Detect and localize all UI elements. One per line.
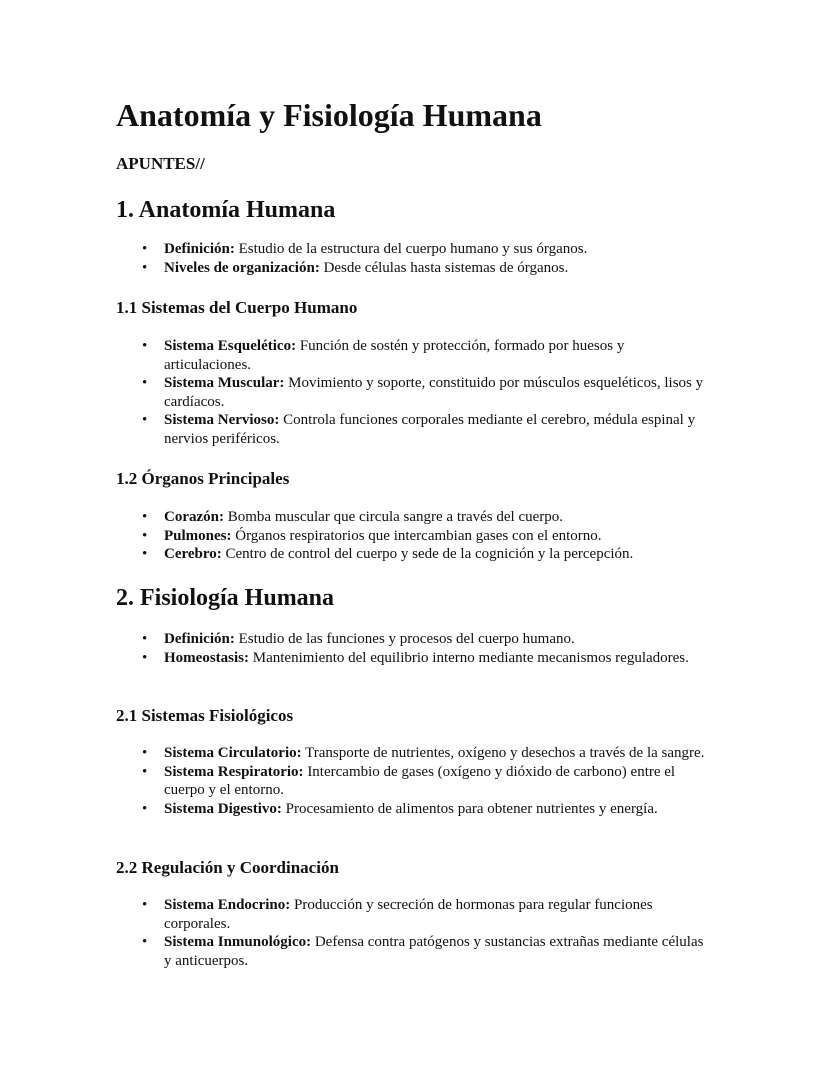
bullet-text: Estudio de las funciones y procesos del cuerpo humano.	[238, 631, 575, 647]
subsection-heading: 2.1 Sistemas Fisiológicos	[116, 706, 294, 725]
bullet-text: Órganos respiratorios que intercambian gases con el entorno.	[235, 527, 602, 544]
list-item	[164, 337, 709, 374]
list-item	[164, 545, 709, 564]
bullet-list	[164, 630, 709, 667]
list-item	[164, 800, 709, 819]
list-item	[164, 411, 709, 448]
list-item	[164, 649, 709, 668]
bullet-list	[164, 744, 709, 818]
list-item	[164, 527, 709, 546]
bullet-term: Niveles de organización:	[164, 259, 320, 276]
bullet-term: Sistema Endocrino:	[164, 897, 291, 913]
bullet-text: Defensa contra patógenos y sustancias extrañas mediante células y anticuerpos.	[164, 934, 704, 969]
bullet-text: Movimiento y soporte, constituido por músculos esqueléticos, lisos y cardíacos.	[164, 375, 704, 410]
document-title: Anatomía y Fisiología Humana	[116, 97, 542, 133]
bullet-text: Transporte de nutrientes, oxígeno y desechos a través de la sangre.	[305, 745, 705, 761]
bullet-text: Centro de control del cuerpo y sede de la cognición y la percepción.	[225, 546, 634, 562]
document-subtitle: APUNTES//	[116, 154, 205, 173]
list-item	[164, 630, 709, 649]
bullet-term: Homeostasis:	[164, 649, 249, 666]
bullet-term: Pulmones:	[164, 527, 232, 544]
bullet-term: Sistema Esquelético:	[164, 338, 297, 354]
bullet-list	[164, 508, 709, 564]
bullet-text: Bomba muscular que circula sangre a través del cuerpo.	[227, 509, 564, 525]
bullet-term: Sistema Nervioso:	[164, 412, 280, 428]
bullet-list	[164, 896, 709, 970]
bullet-text: Producción y secreción de hormonas para regular funciones corporales.	[164, 897, 653, 932]
list-item	[164, 259, 709, 278]
bullet-text: Desde células hasta sistemas de órganos.	[323, 259, 569, 276]
bullet-list	[164, 337, 709, 448]
bullet-term: Cerebro:	[164, 546, 222, 562]
bullet-text: Procesamiento de alimentos para obtener nutrientes y energía.	[285, 800, 658, 817]
bullet-term: Sistema Circulatorio:	[164, 745, 302, 761]
bullet-text: Estudio de la estructura del cuerpo humano y sus órganos.	[238, 241, 588, 257]
list-item	[164, 508, 709, 527]
subsection-heading: 1.2 Órganos Principales	[116, 469, 290, 488]
bullet-term: Sistema Respiratorio:	[164, 763, 304, 780]
list-item	[164, 763, 709, 800]
bullet-text: Controla funciones corporales mediante el cerebro, médula espinal y nervios periféricos.	[164, 412, 696, 447]
bullet-term: Sistema Inmunológico:	[164, 934, 312, 950]
bullet-text: Intercambio de gases (oxígeno y dióxido de carbono) entre el cuerpo y el entorno.	[164, 763, 676, 798]
bullet-list	[164, 240, 709, 277]
bullet-term: Sistema Muscular:	[164, 375, 285, 391]
bullet-text: Mantenimiento del equilibrio interno mediante mecanismos reguladores.	[252, 649, 689, 666]
bullet-text: Función de sostén y protección, formado por huesos y articulaciones.	[164, 338, 625, 373]
list-item	[164, 933, 709, 970]
section-heading: 2. Fisiología Humana	[116, 585, 335, 611]
subsection-heading: 1.1 Sistemas del Cuerpo Humano	[116, 298, 358, 317]
list-item	[164, 240, 709, 259]
bullet-term: Definición:	[164, 241, 235, 257]
bullet-term: Sistema Digestivo:	[164, 800, 282, 817]
section-heading: 1. Anatomía Humana	[116, 197, 336, 223]
list-item	[164, 896, 709, 933]
subsection-heading: 2.2 Regulación y Coordinación	[116, 858, 339, 877]
bullet-term: Corazón:	[164, 509, 224, 525]
bullet-term: Definición:	[164, 631, 235, 647]
list-item	[164, 744, 709, 763]
list-item	[164, 374, 709, 411]
